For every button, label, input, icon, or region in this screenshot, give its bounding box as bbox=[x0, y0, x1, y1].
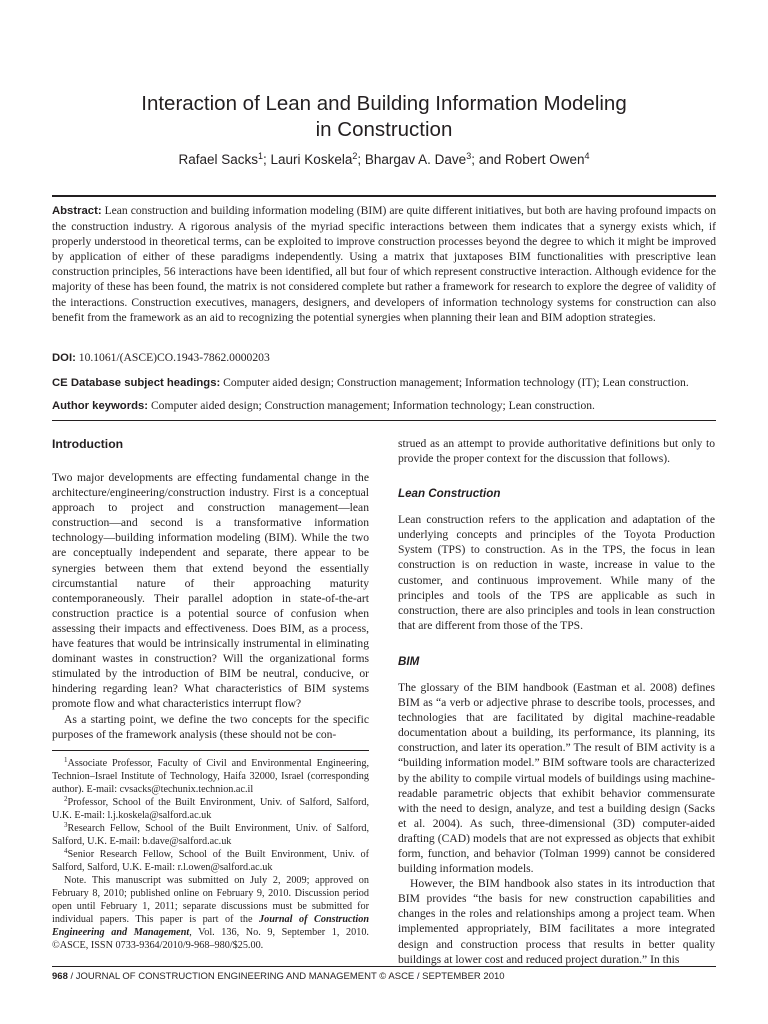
article-title bbox=[40, 91, 728, 143]
intro-paragraph-2: As a starting point, we define the two concepts for the specific purposes of the framework analysis (these should not be con- bbox=[52, 712, 369, 741]
right-column bbox=[398, 436, 715, 967]
journal-name: Journal of Construction Engineering and Management bbox=[52, 913, 369, 938]
author-separator: ; bbox=[263, 152, 271, 167]
footnote-text: Senior Research Fellow, School of the Built Environment, Univ. of Salford, Salford, U.K. E-mail: r.l.owen@salford.ac.uk bbox=[52, 848, 369, 873]
abstract bbox=[52, 203, 716, 325]
abstract-divider bbox=[52, 420, 716, 421]
continued-paragraph: strued as an attempt to provide authoritative definitions but only to provide the proper context for the discussion that follows). bbox=[398, 437, 715, 466]
footnote-text: Associate Professor, Faculty of Civil and Environmental Engineering, Technion–Israel Institute of Technology, Haifa 32000, Israel (corresponding author). E-mail: cvsacks@techunix.technion.ac.il bbox=[52, 757, 369, 795]
doi-value[interactable]: 10.1061/(ASCE)CO.1943-7862.0000203 bbox=[78, 351, 270, 364]
footnote-mark: 4 bbox=[64, 846, 68, 855]
subject-headings-value: Computer aided design; Construction management; Information technology (IT); Lean construction. bbox=[223, 376, 689, 389]
footnote-mark: 3 bbox=[64, 820, 68, 829]
author-list bbox=[40, 151, 728, 169]
author-affiliation-mark: 3 bbox=[466, 151, 472, 161]
author-name: Bhargav A. Dave bbox=[364, 152, 467, 167]
bim-paragraph-1: The glossary of the BIM handbook (Eastman et al. 2008) defines BIM as “a verb or adjective phrase to describe tools, processes, and technologies that are facilitated by digital machine-readable documentation about a building, its performance, its planning, its construction, and later its operation.” The result of BIM activity is a “building information model.” BIM software tools are characterized by the ability to compile virtual models of buildings using machine-readable parametric objects that exhibit behavior commensurate with the need to design, analyze, and test a building design (Sacks et al. 2004). As such, three-dimensional (3D) computer-aided drafting (CAD) models that are not expressed as objects that exhibit form, function, and behavior (Tolman 1999) cannot be considered building information models. bbox=[398, 680, 715, 876]
footnote bbox=[52, 796, 369, 822]
author-name: Robert Owen bbox=[504, 152, 585, 167]
manuscript-note bbox=[52, 874, 369, 952]
lean-paragraph: Lean construction refers to the application and adaptation of the underlying concepts and principles of the Toyota Production System (TPS) to construction. As in the TPS, the focus in lean construction is on reduction in waste, increase in value to the customer, and continuous improvement. While many of the principles and tools of the TPS are applicable as such in construction, there are also principles and tools in lean construction that are different from those of the TPS. bbox=[398, 513, 715, 632]
page-footer bbox=[52, 971, 716, 983]
section-heading-lean-construction: Lean Construction bbox=[398, 487, 501, 501]
author-affiliation-mark: 1 bbox=[258, 151, 264, 161]
abstract-label: Abstract: bbox=[52, 205, 102, 217]
title-line-2: in Construction bbox=[315, 118, 453, 141]
note-text-end: , Vol. 136, No. 9, September 1, 2010. ©ASCE, ISSN 0733-9364/2010/9-968–980/$25.00. bbox=[52, 926, 369, 951]
footnote bbox=[52, 757, 369, 796]
section-heading-introduction: Introduction bbox=[52, 437, 124, 451]
author-separator: ; and bbox=[471, 152, 505, 167]
footnote-text: Professor, School of the Built Environment, Univ. of Salford, Salford, U.K. E-mail: l.j.koskela@salford.ac.uk bbox=[52, 796, 369, 821]
footer-divider bbox=[52, 966, 716, 967]
title-line-1: Interaction of Lean and Building Information Modeling bbox=[141, 92, 627, 115]
author-affiliation-mark: 4 bbox=[584, 151, 590, 161]
doi-label: DOI: bbox=[52, 352, 76, 364]
author-keywords-value: Computer aided design; Construction management; Information technology; Lean construction. bbox=[150, 399, 595, 412]
left-column bbox=[52, 436, 369, 952]
author-keywords bbox=[52, 398, 716, 414]
footnote-mark: 2 bbox=[64, 794, 68, 803]
doi-line bbox=[52, 350, 716, 366]
footnote-mark: 1 bbox=[64, 755, 68, 764]
abstract-text: Lean construction and building information modeling (BIM) are quite different initiatives, but both are having profound impacts on the construction industry. A rigorous analysis of the myriad specific interactions between them indicates that a synergy exists which, if properly understood in theoretical terms, can be exploited to improve construction processes beyond the degree to which it might be improved by application of either of these paradigms independently. Using a matrix that juxtaposes BIM functionalities with prescriptive lean construction principles, 56 interactions have been identified, all but four of which represent constructive interaction. Although evidence for the majority of these has been found, the matrix is not considered complete but rather a framework for research to explore the degree of validity of the interactions. Construction executives, managers, designers, and developers of information technology systems for construction can also benefit from the framework as an aid to recognizing the potential synergies when planning their lean and BIM adoption strategies. bbox=[52, 204, 716, 324]
author-separator: ; bbox=[357, 152, 365, 167]
subject-headings-label: CE Database subject headings: bbox=[52, 377, 221, 389]
footnote bbox=[52, 848, 369, 874]
author-affiliation-mark: 2 bbox=[352, 151, 358, 161]
author-name: Rafael Sacks bbox=[178, 152, 258, 167]
footnote-text: Research Fellow, School of the Built Environment, Univ. of Salford, Salford, U.K. E-mail: b.dave@salford.ac.uk bbox=[52, 822, 369, 847]
top-divider bbox=[52, 195, 716, 197]
page-number: 968 bbox=[52, 971, 68, 982]
bim-paragraph-2: However, the BIM handbook also states in its introduction that BIM provides “the basis for new construction capabilities and changes in the roles and relationships among a project team. When implemented appropriately, BIM facilitates a more integrated design and construction process that results in better quality buildings at lower cost and reduced project duration.” In this bbox=[398, 877, 715, 966]
footnote-divider bbox=[52, 750, 369, 751]
running-footer: / JOURNAL OF CONSTRUCTION ENGINEERING AND MANAGEMENT © ASCE / SEPTEMBER 2010 bbox=[67, 971, 505, 982]
subject-headings bbox=[52, 375, 716, 391]
author-name: Lauri Koskela bbox=[270, 152, 353, 167]
author-keywords-label: Author keywords: bbox=[52, 400, 149, 412]
intro-paragraph-1: Two major developments are effecting fundamental change in the architecture/engineering/construction industry. First is a conceptual approach to project and construction management—lean construction—and second is a transformative information technology—building information modeling (BIM). While the two are conceptually independent and separate, there appear to be synergies between them that extend beyond the essentially circumstantial nature of their approaching maturity contemporaneously. Their parallel adoption in state-of-the-art construction practice is a potential source of confusion when assessing their impacts and effectiveness. Does BIM, as a process, have features that would be intrinsically instrumental in eliminating dominant wastes in construction? Will the organizational forms stimulated by the introduction of BIM be neutral, conducive, or hindering regarding lean? What characteristics of BIM systems promote flow and what characteristics interrupt flow? bbox=[52, 471, 369, 711]
note-text: Note. This manuscript was submitted on July 2, 2009; approved on February 8, 2010; published online on February 9, 2010. Discussion period open until February 1, 2011; separate discussions must be submitted for individual papers. This paper is part of the bbox=[52, 874, 369, 925]
section-heading-bim: BIM bbox=[398, 654, 420, 668]
footnote bbox=[52, 822, 369, 848]
